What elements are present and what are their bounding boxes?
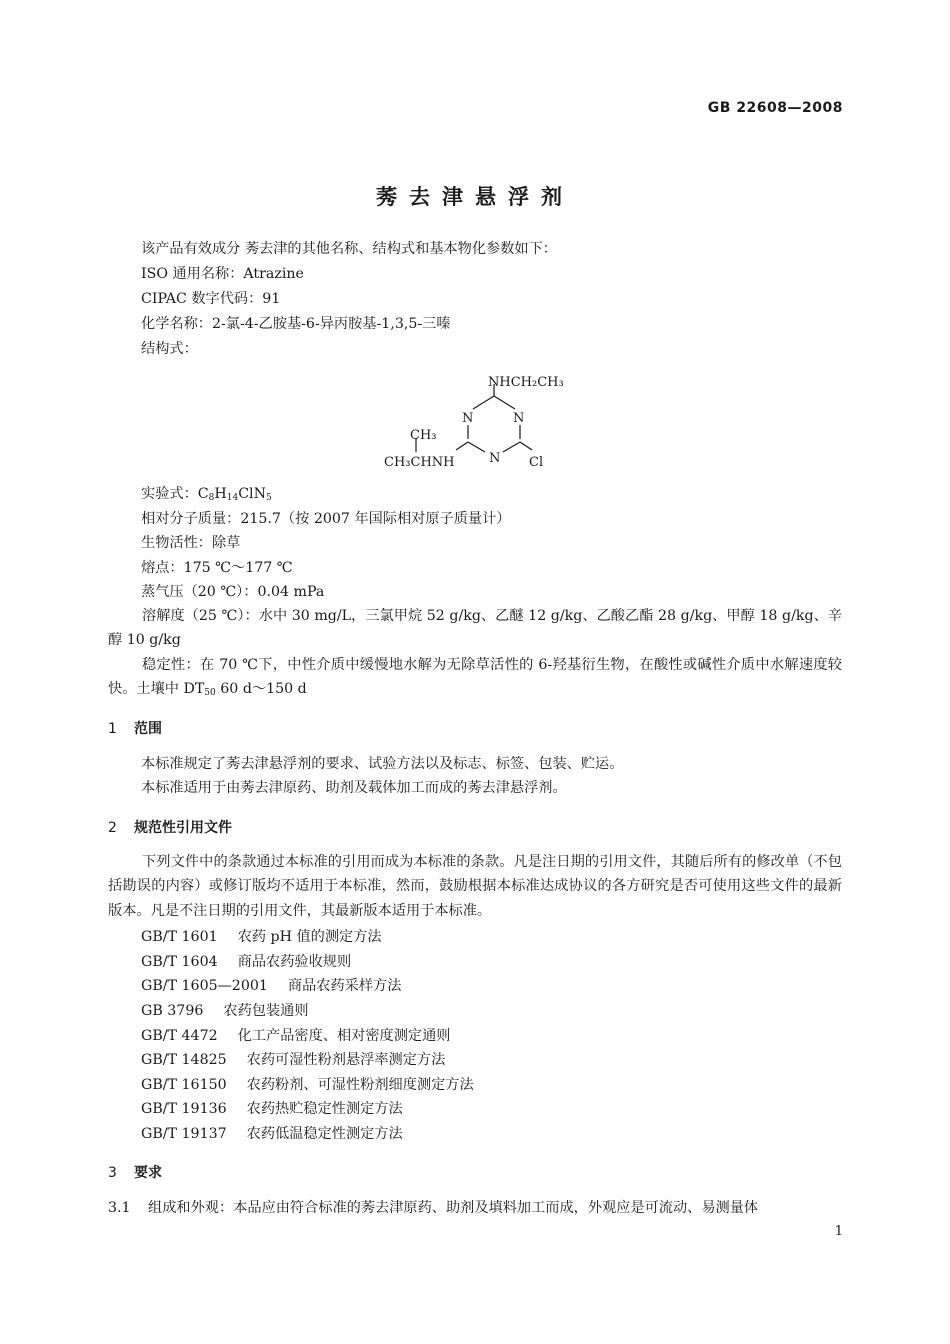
- clause-3-1: 3.1 组成和外观：本品应由符合标准的莠去津原药、助剂及填料加工而成，外观应是可流动、易测量体: [108, 1200, 759, 1216]
- amino-ethyl-group: NHCH₂CH₃: [488, 375, 564, 390]
- structural-formula-diagram: [370, 366, 590, 478]
- formula-label: 实验式：: [141, 486, 198, 502]
- vapor-pressure: 蒸气压（20 ℃）：0.04 mPa: [141, 584, 325, 600]
- reference-item: GB/T 19136 农药热贮稳定性测定方法: [141, 1101, 403, 1117]
- reference-item: GB 3796 农药包装通则: [141, 1003, 309, 1019]
- methyl-group: CH₃: [410, 428, 437, 443]
- reference-item: GB/T 1601 农药 pH 值的测定方法: [141, 929, 382, 945]
- reference-item: GB/T 1605—2001 商品农药采样方法: [141, 978, 402, 994]
- reference-item: GB/T 16150 农药粉剂、可湿性粉剂细度测定方法: [141, 1077, 474, 1093]
- section-heading-scope: 1 范围: [108, 721, 162, 737]
- page-number: 1: [834, 1224, 843, 1239]
- ring-nitrogen-bottom: N: [489, 451, 501, 466]
- iso-name: ISO 通用名称：Atrazine: [141, 266, 304, 282]
- bioactivity: 生物活性：除草: [141, 535, 241, 551]
- intro-lead: 该产品有效成分 莠去津的其他名称、结构式和基本物化参数如下：: [141, 241, 557, 257]
- reference-item: GB/T 14825 农药可湿性粉剂悬浮率测定方法: [141, 1052, 446, 1068]
- isopropylamino-group: CH₃CHNH: [384, 455, 455, 470]
- molar-mass: 相对分子质量：215.7（按 2007 年国际相对原子质量计）: [141, 511, 511, 527]
- reference-item: GB/T 4472 化工产品密度、相对密度测定通则: [141, 1028, 451, 1044]
- chlorine-atom: Cl: [529, 455, 544, 470]
- chemical-name: 化学名称：2-氯-4-乙胺基-6-异丙胺基-1,3,5-三嗪: [141, 316, 451, 332]
- scope-paragraph-1: 本标准规定了莠去津悬浮剂的要求、试验方法以及标志、标签、包装、贮运。: [141, 756, 624, 772]
- empirical-formula: 实验式：$C_8H_{14}ClN_5$: [141, 486, 272, 503]
- document-title: 莠去津悬浮剂: [376, 185, 574, 209]
- cipac-code: CIPAC 数字代码：91: [141, 291, 281, 307]
- references-intro-paragraph: 下列文件中的条款通过本标准的引用而成为本标准的条款。凡是注日期的引用文件，其随后所有的修改单（不包括勘误的内容）或修订版均不适用于本标准，然而，鼓励根据本标准达成协议的各方研究是否可使用这些文件的最新版本。凡是不注日期的引用文件，其最新版本适用于本标准。: [108, 854, 842, 919]
- section-heading-requirements: 3 要求: [108, 1165, 162, 1181]
- ring-nitrogen-right: N: [513, 411, 525, 426]
- solubility: 溶解度（25 ℃）：水中 30 mg/L，三氯甲烷 52 g/kg、乙醚 12 g/kg、乙酸乙酯 28 g/kg、甲醇 18 g/kg、辛醇 10 g/kg: [108, 608, 842, 649]
- standard-code: GB 22608—2008: [707, 100, 843, 116]
- stability: 稳定性：在 70 ℃下，中性介质中缓慢地水解为无除草活性的 6-羟基衍生物，在酸性或碱性介质中水解速度较快。土壤中 $DT_{50}$ 60 d～150 d: [108, 657, 842, 699]
- reference-item: GB/T 19137 农药低温稳定性测定方法: [141, 1126, 403, 1142]
- structure-label: 结构式：: [141, 341, 198, 357]
- ring-nitrogen-left: N: [462, 411, 474, 426]
- scope-paragraph-2: 本标准适用于由莠去津原药、助剂及载体加工而成的莠去津悬浮剂。: [141, 780, 567, 796]
- melting-point: 熔点：175 ℃～177 ℃: [141, 560, 293, 576]
- reference-item: GB/T 1604 商品农药验收规则: [141, 954, 352, 970]
- section-heading-normative-references: 2 规范性引用文件: [108, 820, 232, 836]
